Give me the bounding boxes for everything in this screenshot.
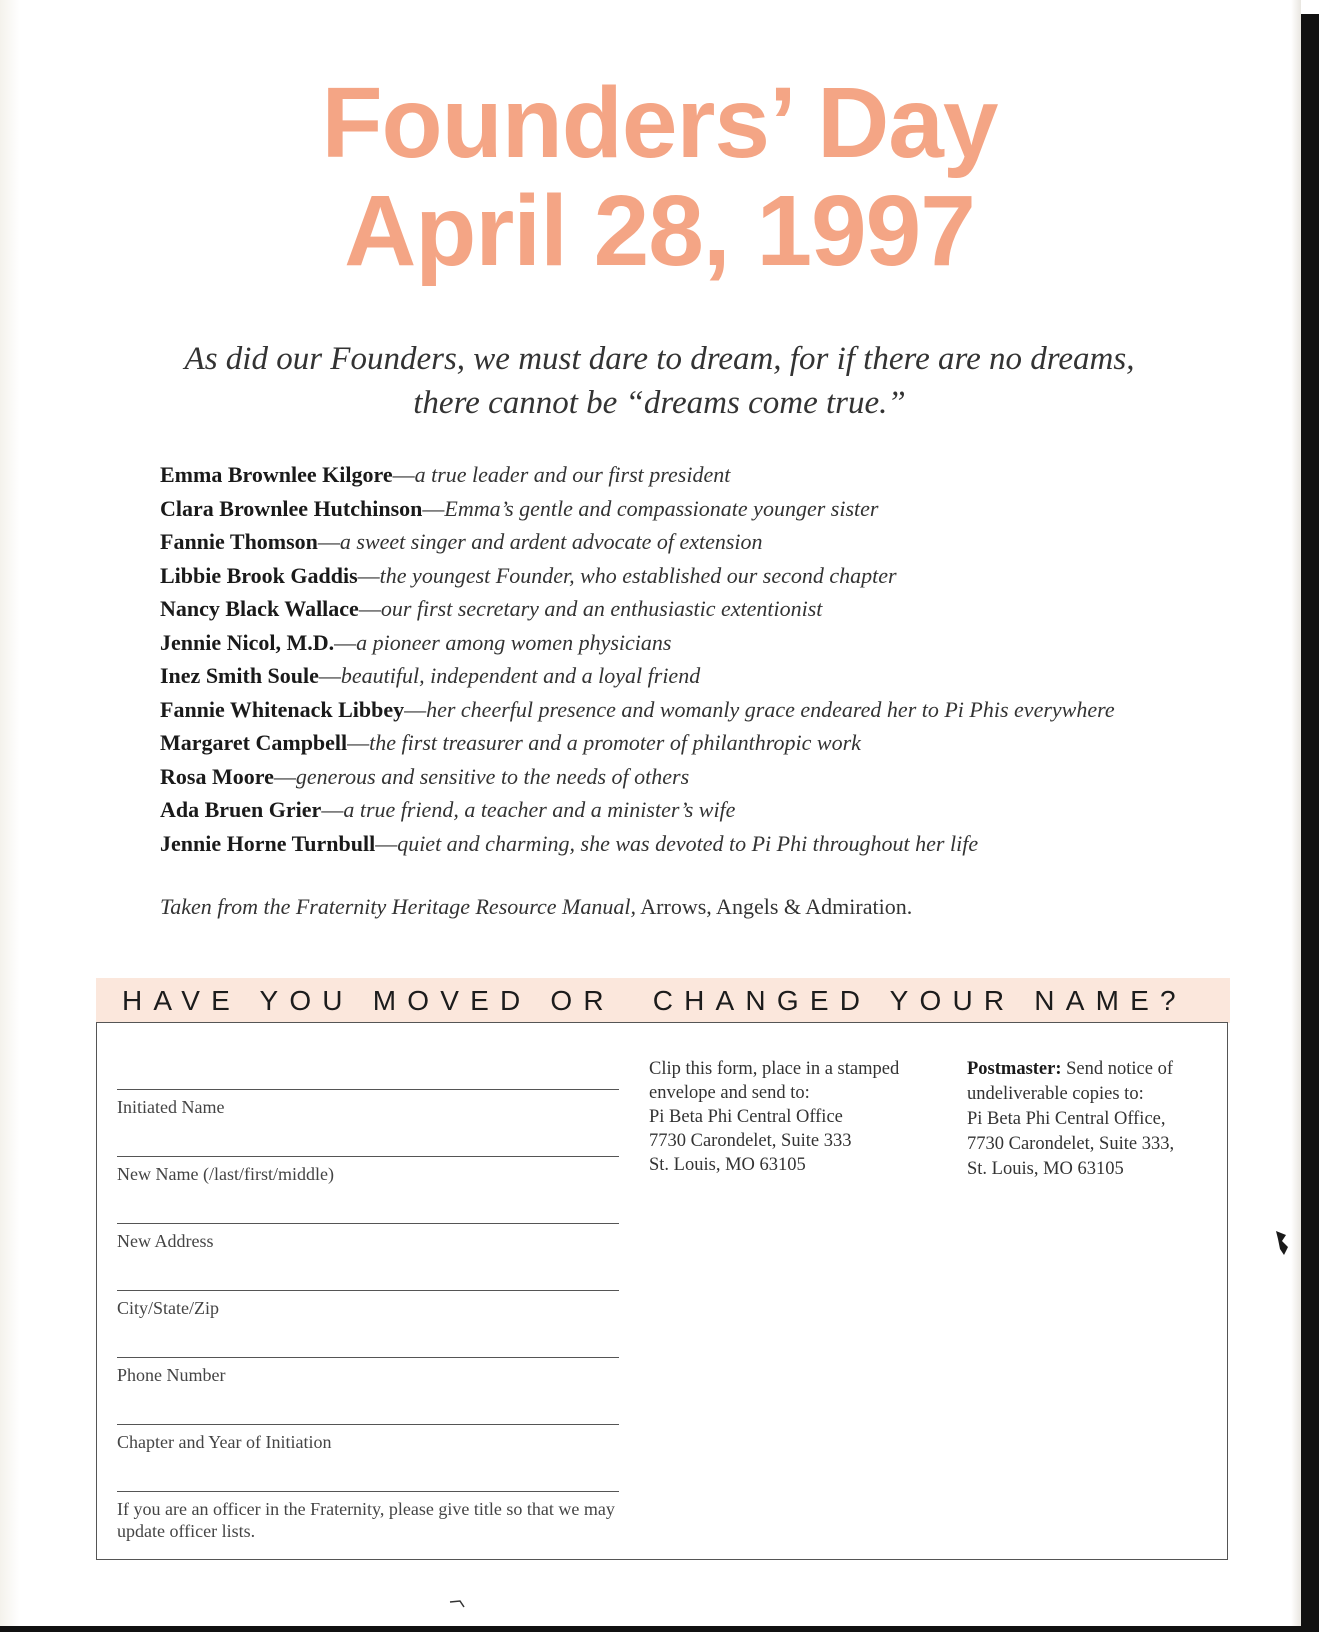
- postmaster-line-2: undeliverable copies to:: [967, 1084, 1144, 1104]
- founders-list: [160, 458, 1160, 860]
- clip-line-3: Pi Beta Phi Central Office: [649, 1107, 843, 1127]
- em-dash: —: [404, 696, 427, 722]
- em-dash: —: [392, 462, 415, 487]
- founder-entry: [160, 626, 1160, 660]
- em-dash: —: [357, 562, 380, 588]
- postmaster-line-5: St. Louis, MO 63105: [967, 1159, 1124, 1179]
- clip-line-4: 7730 Carondelet, Suite 333: [649, 1131, 852, 1151]
- founder-description: quiet and charming, she was devoted to Pi Phi throughout her life: [397, 830, 979, 856]
- write-line[interactable]: [117, 1357, 619, 1358]
- founder-description: the youngest Founder, who established our second chapter: [379, 562, 897, 588]
- founder-name: Emma Brownlee Kilgore: [160, 462, 393, 487]
- initiated-name-field[interactable]: [117, 1089, 619, 1118]
- founder-name: Fannie Thomson: [160, 529, 318, 554]
- new-name-field[interactable]: [117, 1156, 619, 1185]
- founder-entry: [160, 525, 1160, 559]
- title-line-1: Founders’ Day: [321, 67, 998, 179]
- em-dash: —: [358, 596, 381, 621]
- founder-description: generous and sensitive to the needs of others: [295, 763, 690, 789]
- founder-name: Jennie Horne Turnbull: [160, 830, 376, 856]
- founder-name: Nancy Black Wallace: [160, 596, 359, 621]
- founder-name: Fannie Whitenack Libbey: [160, 696, 405, 722]
- founder-description: a true friend, a teacher and a minister’s wife: [343, 797, 736, 822]
- founder-entry: [160, 726, 1160, 760]
- postmaster-label: Postmaster:: [967, 1059, 1062, 1079]
- scan-smudge-mark: [1272, 1225, 1294, 1265]
- write-line[interactable]: [117, 1424, 619, 1425]
- change-of-address-form: [96, 1022, 1228, 1560]
- founder-name: Jennie Nicol, M.D.: [160, 629, 335, 655]
- founder-description: her cheerful presence and womanly grace endeared her to Pi Phis everywhere: [426, 696, 1115, 722]
- field-label: New Address: [117, 1231, 214, 1251]
- form-banner-heading: HAVE YOU MOVED OR CHANGED YOUR NAME?: [122, 985, 1187, 1016]
- source-lead: Taken from the Fraternity Heritage Resource Manual,: [160, 894, 636, 919]
- write-line[interactable]: [117, 1156, 619, 1157]
- em-dash: —: [375, 830, 398, 856]
- founder-entry: [160, 559, 1160, 593]
- field-label: New Name (/last/first/middle): [117, 1164, 334, 1184]
- postmaster-notice: [967, 1057, 1207, 1182]
- write-line[interactable]: [117, 1491, 619, 1492]
- em-dash: —: [321, 797, 344, 822]
- field-label: City/State/Zip: [117, 1298, 219, 1318]
- founder-description: the first treasurer and a promoter of philanthropic work: [369, 730, 861, 755]
- officer-title-field[interactable]: [117, 1491, 619, 1542]
- founder-entry: [160, 760, 1160, 794]
- quote-line-1: As did our Founders, we must dare to dream, for if there are no dreams,: [184, 341, 1135, 377]
- field-label: Phone Number: [117, 1365, 226, 1385]
- founder-name: Clara Brownlee Hutchinson: [160, 495, 423, 521]
- chapter-year-field[interactable]: [117, 1424, 619, 1453]
- founder-description: a pioneer among women physicians: [356, 629, 672, 655]
- founder-name: Margaret Campbell: [160, 730, 348, 755]
- em-dash: —: [317, 529, 340, 554]
- clip-line-5: St. Louis, MO 63105: [649, 1155, 806, 1175]
- founder-entry: [160, 793, 1160, 827]
- em-dash: —: [318, 663, 341, 688]
- form-banner: [96, 978, 1230, 1023]
- city-state-zip-field[interactable]: [117, 1290, 619, 1319]
- founder-entry: [160, 659, 1160, 693]
- founder-entry: [160, 693, 1160, 727]
- founder-description: a sweet singer and ardent advocate of extension: [339, 529, 763, 554]
- founder-description: Emma’s gentle and compassionate younger sister: [444, 495, 879, 521]
- em-dash: —: [273, 763, 296, 789]
- field-label: If you are an officer in the Fraternity, please give title so that we may update officer lists.: [117, 1499, 615, 1541]
- founder-name: Inez Smith Soule: [160, 663, 319, 688]
- postmaster-text: Send notice of: [1066, 1059, 1174, 1079]
- em-dash: —: [347, 730, 370, 755]
- clip-line-1: Clip this form, place in a stamped: [649, 1059, 900, 1079]
- founder-entry: [160, 827, 1160, 861]
- founder-description: our first secretary and an enthusiastic extentionist: [380, 596, 823, 621]
- founder-entry: [160, 492, 1160, 526]
- founder-entry: [160, 458, 1160, 492]
- phone-number-field[interactable]: [117, 1357, 619, 1386]
- founder-description: beautiful, independent and a loyal friend: [340, 663, 701, 688]
- write-line[interactable]: [117, 1089, 619, 1090]
- em-dash: —: [422, 495, 445, 521]
- quote-line-2: there cannot be “dreams come true.”: [413, 385, 906, 421]
- scan-edge-bottom: [0, 1626, 1319, 1632]
- founder-description: a true leader and our first president: [414, 462, 731, 487]
- founder-name: Libbie Brook Gaddis: [160, 562, 358, 588]
- scan-speck-mark: [448, 1598, 468, 1610]
- new-address-field[interactable]: [117, 1223, 619, 1252]
- em-dash: —: [334, 629, 357, 655]
- clip-line-2: envelope and send to:: [649, 1083, 810, 1103]
- postmaster-line-1: [967, 1057, 1207, 1082]
- field-label: Initiated Name: [117, 1097, 225, 1117]
- postmaster-line-4: 7730 Carondelet, Suite 333,: [967, 1134, 1175, 1154]
- founder-entry: [160, 592, 1160, 626]
- field-label: Chapter and Year of Initiation: [117, 1432, 332, 1452]
- mailing-instructions: [649, 1057, 949, 1177]
- source-citation: [160, 892, 912, 922]
- source-title: Arrows, Angels & Admiration.: [640, 894, 913, 919]
- title-line-2: April 28, 1997: [344, 175, 975, 287]
- write-line[interactable]: [117, 1223, 619, 1224]
- postmaster-line-3: Pi Beta Phi Central Office,: [967, 1109, 1166, 1129]
- founder-name: Ada Bruen Grier: [160, 797, 322, 822]
- founder-name: Rosa Moore: [160, 763, 274, 789]
- write-line[interactable]: [117, 1290, 619, 1291]
